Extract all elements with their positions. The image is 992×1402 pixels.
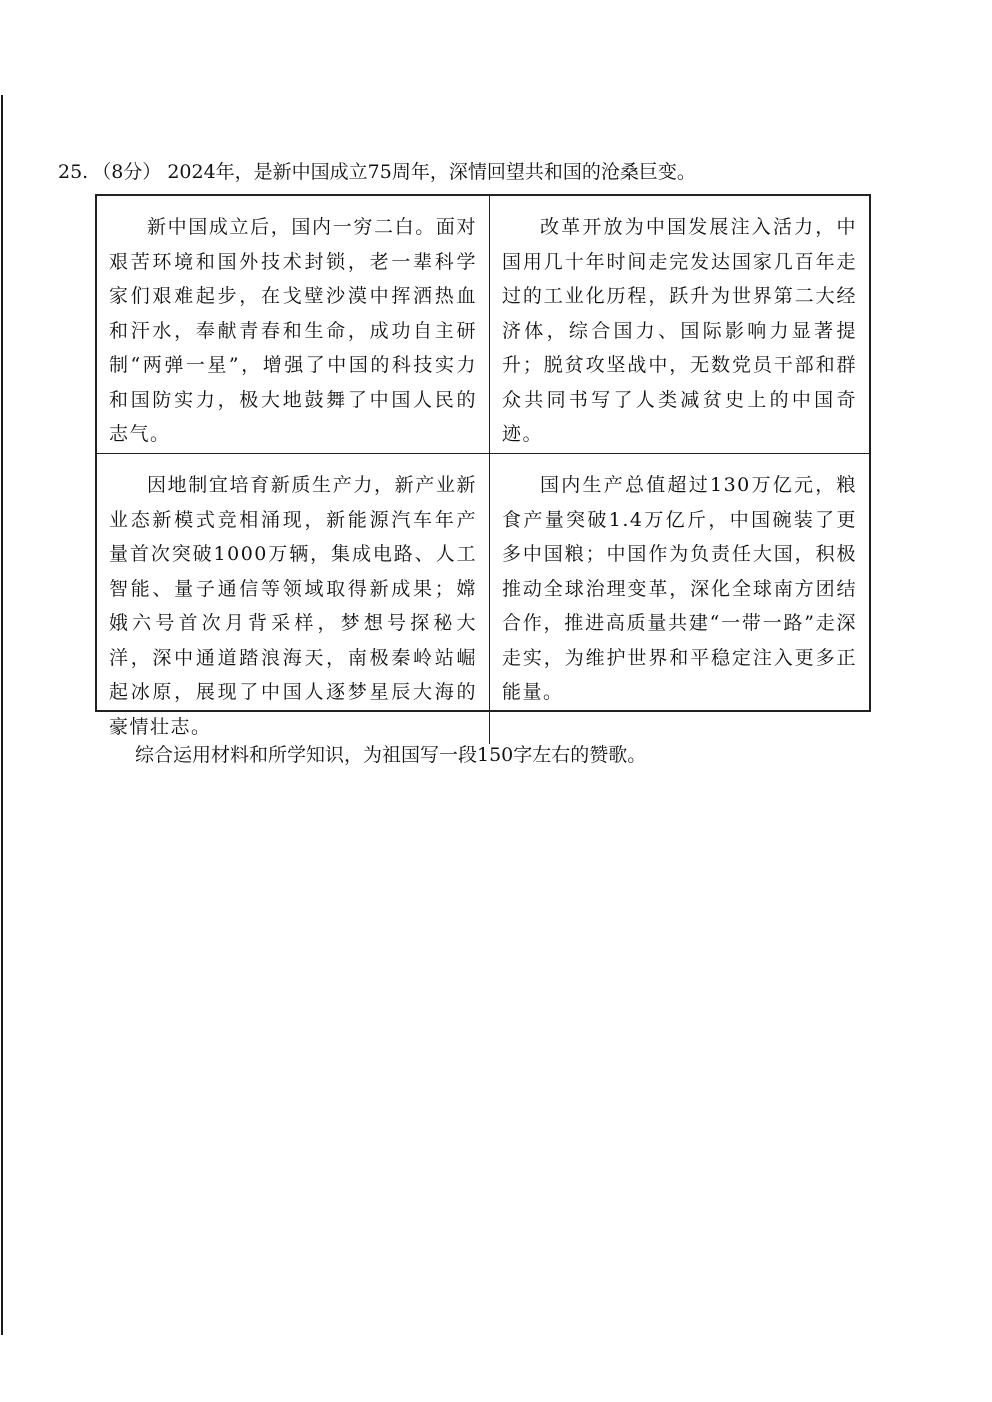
material-cell-3: 因地制宜培育新质生产力，新产业新业态新模式竞相涌现，新能源汽车年产量首次突破1000万辆，集成电路、人工智能、量子通信等领域取得新成果；嫦娥六号首次月背采样，梦想号探秘大洋，深中通道踏浪海天，南极秦岭站崛起冰原，展现了中国人逐梦星辰大海的豪情壮志。 xyxy=(97,454,490,744)
question-number: 25. xyxy=(58,161,89,183)
material-cell-4: 国内生产总值超过130万亿元，粮食产量突破1.4万亿斤，中国碗装了更多中国粮；中国作为负责任大国，积极推动全球治理变革，深化全球南方团结合作，推进高质量共建“一带一路”走深走实，为维护世界和平稳定注入更多正能量。 xyxy=(502,474,857,703)
question-score: （8分） xyxy=(92,161,162,183)
question-intro: 2024年，是新中国成立75周年，深情回望共和国的沧桑巨变。 xyxy=(167,161,696,183)
question-header xyxy=(58,157,696,187)
page-margin-line xyxy=(1,95,3,1335)
material-cell-2: 改革开放为中国发展注入活力，中国用几十年时间走完发达国家几百年走过的工业化历程，跃升为世界第二大经济体，综合国力、国际影响力显著提升；脱贫攻坚战中，无数党员干部和群众共同书写了人类减贫史上的中国奇迹。 xyxy=(490,196,869,454)
material-cell-1: 新中国成立后，国内一穷二白。面对艰苦环境和国外技术封锁，老一辈科学家们艰难起步，在戈壁沙漠中挥洒热血和汗水，奉献青春和生命，成功自主研制“两弹一星”，增强了中国的科技实力和国防实力，极大地鼓舞了中国人民的志气。 xyxy=(97,196,490,454)
material-table xyxy=(95,194,871,738)
task-instruction: 综合运用材料和所学知识，为祖国写一段150字左右的赞歌。 xyxy=(135,744,647,766)
